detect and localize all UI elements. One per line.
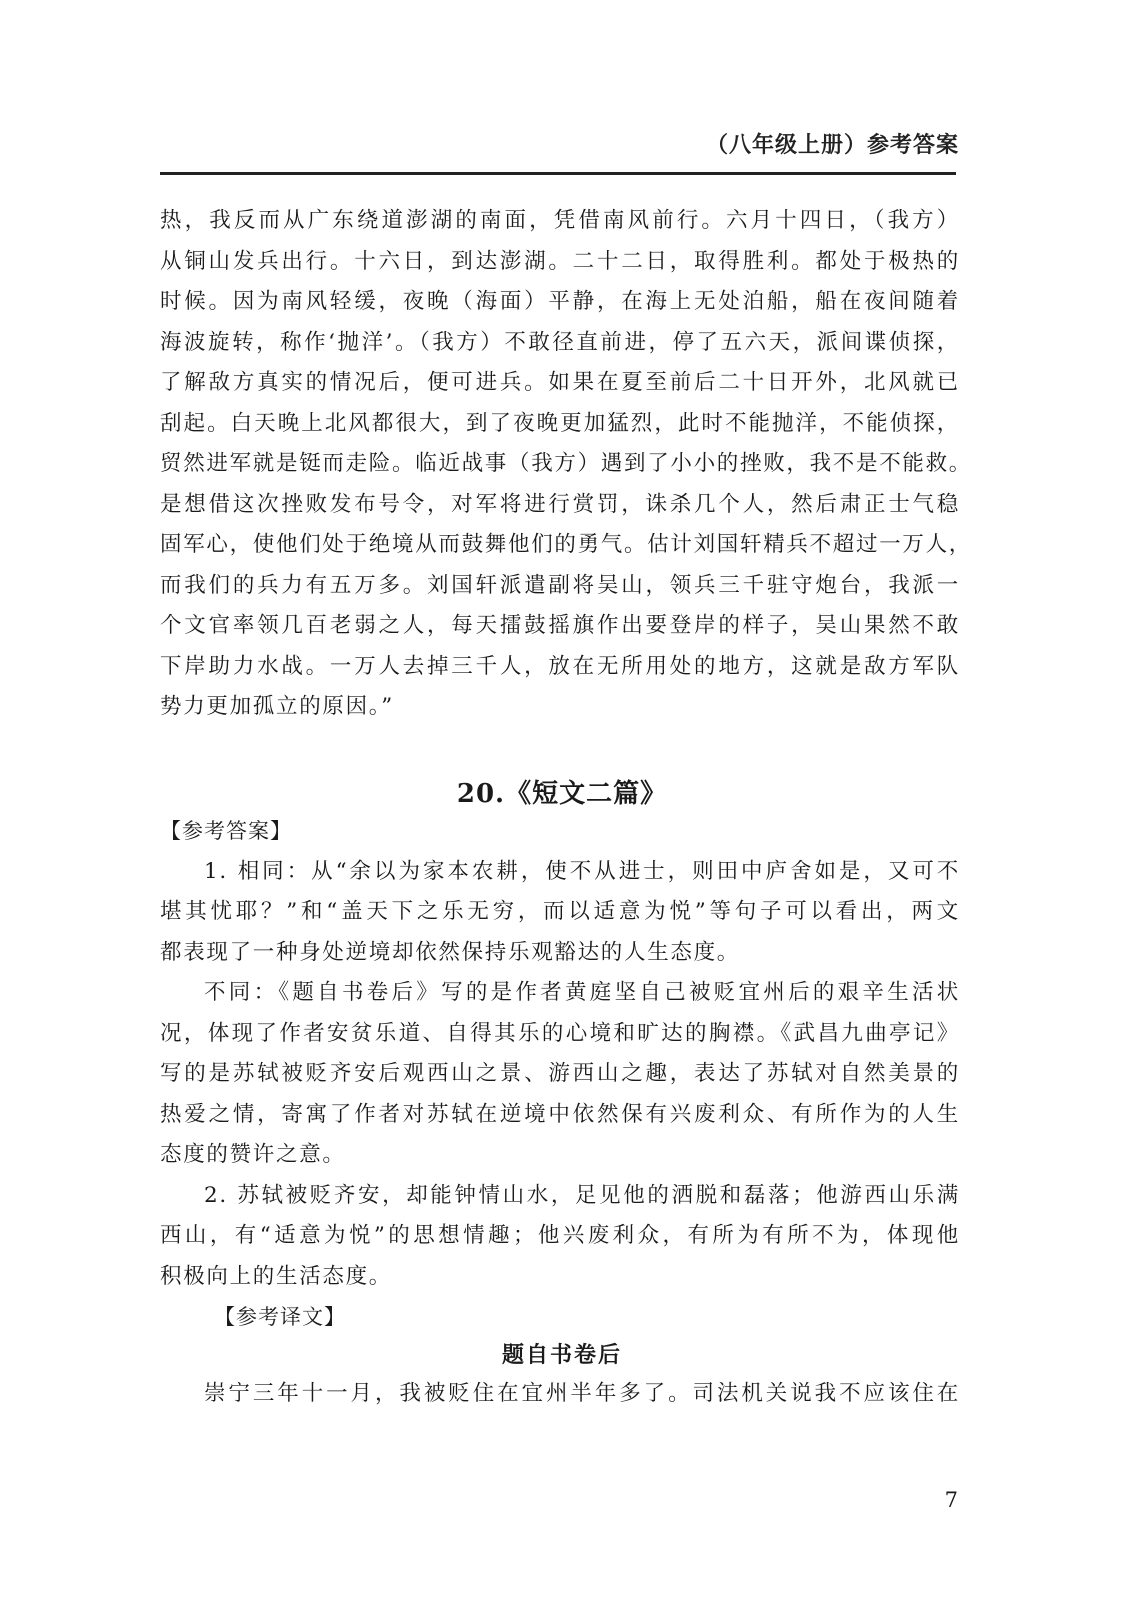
text-line: 写的是苏轼被贬齐安后观西山之景、游西山之趣，表达了苏轼对自然美景的 <box>160 1061 960 1086</box>
header-rule <box>160 172 956 175</box>
text-line: 崇宁三年十一月，我被贬住在宜州半年多了。司法机关说我不应该住在 <box>204 1381 960 1406</box>
text-line: 时候。因为南风轻缓，夜晚（海面）平静，在海上无处泊船，船在夜间随着 <box>160 289 960 314</box>
text-line: 堪其忧耶？”和“盖天下之乐无穷，而以适意为悦”等句子可以看出，两文 <box>160 899 960 924</box>
text-line: 而我们的兵力有五万多。刘国轩派遣副将吴山，领兵三千驻守炮台，我派一 <box>160 572 960 598</box>
text-line: 1. 相同：从“余以为家本农耕，使不从进士，则田中庐舍如是，又可不 <box>204 858 960 884</box>
text-line: 西山，有“适意为悦”的思想情趣；他兴废利众，有所为有所不为，体现他 <box>160 1223 960 1248</box>
text-line: 是想借这次挫败发布号令，对军将进行赏罚，诛杀几个人，然后肃正士气稳 <box>160 491 960 517</box>
section-title: 20.《短文二篇》 <box>456 779 668 809</box>
text-line: 不同：《题自书卷后》写的是作者黄庭坚自己被贬宜州后的艰辛生活状 <box>204 980 960 1005</box>
text-line: 况，体现了作者安贫乐道、自得其乐的心境和旷达的胸襟。《武昌九曲亭记》 <box>160 1020 960 1046</box>
text-line: 积极向上的生活态度。 <box>160 1263 393 1289</box>
text-line: 都表现了一种身处逆境却依然保持乐观豁达的人生态度。 <box>160 939 741 965</box>
text-line: 下岸助力水战。一万人去掉三千人，放在无所用处的地方，这就是敌方军队 <box>160 653 960 679</box>
text-line: 热，我反而从广东绕道澎湖的南面，凭借南风前行。六月十四日，（我方） <box>160 208 960 233</box>
answer-tag: 【参考答案】 <box>160 819 292 843</box>
answer-block <box>160 811 960 1338</box>
text-line: 2. 苏轼被贬齐安，却能钟情山水，足见他的洒脱和磊落；他游西山乐满 <box>204 1182 960 1208</box>
text-line: 刮起。白天晚上北风都很大，到了夜晚更加猛烈，此时不能抛洋，不能侦探， <box>160 410 960 436</box>
translation-block <box>160 1374 960 1415</box>
text-line: 海波旋转，称作‘抛洋’。（我方）不敢径直前进，停了五六天，派间谍侦探， <box>160 329 960 355</box>
text-line: 个文官率领几百老弱之人，每天擂鼓摇旗作出要登岸的样子，吴山果然不敢 <box>160 613 960 638</box>
text-line: 贸然进军就是铤而走险。临近战事（我方）遇到了小小的挫败，我不是不能救。 <box>160 451 973 476</box>
text-line: 热爱之情，寄寓了作者对苏轼在逆境中依然保有兴废利众、有所作为的人生 <box>160 1101 960 1127</box>
text-line: 从铜山发兵出行。十六日，到达澎湖。二十二日，取得胜利。都处于极热的 <box>160 248 960 274</box>
translation-tag: 【参考译文】 <box>214 1305 346 1329</box>
header-title: （八年级上册）参考答案 <box>705 133 959 158</box>
page-number: 7 <box>944 1488 958 1512</box>
top-passage <box>160 201 973 728</box>
text-line: 态度的赞许之意。 <box>160 1142 346 1167</box>
text-line: 固军心，使他们处于绝境从而鼓舞他们的勇气。估计刘国轩精兵不超过一万人， <box>160 532 973 557</box>
sub-title: 题自书卷后 <box>501 1342 622 1368</box>
text-line: 了解敌方真实的情况后，便可进兵。如果在夏至前后二十日开外，北风就已 <box>160 370 960 395</box>
text-line: 势力更加孤立的原因。” <box>160 694 394 719</box>
